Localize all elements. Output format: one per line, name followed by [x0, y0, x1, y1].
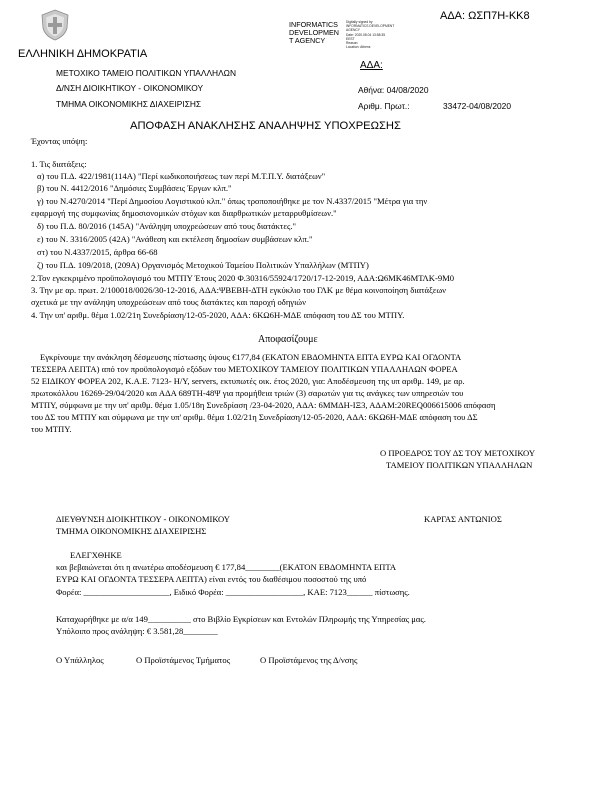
provision-item: α) του Π.Δ. 422/1981(114Α) "Περί κωδικοποιήσεως των περί Μ.Τ.Π.Υ. διατάξεων": [37, 171, 326, 181]
department-label: ΤΜΗΜΑ ΟΙΚΟΝΟΜΙΚΗΣ ΔΙΑΧΕΙΡΙΣΗΣ: [56, 99, 202, 109]
provision-item: β) του Ν. 4412/2016 "Δημόσιες Συμβάσεις Έργων κλπ.": [37, 183, 232, 193]
checked-heading: ΕΛΕΓΧΘΗΚΕ: [70, 550, 122, 560]
informatics-label: INFORMATICS DEVELOPMEN T AGENCY: [289, 20, 339, 46]
regard-item: 4. Την υπ' αριθμ. θέμα 1.02/21η Συνεδρίαση/12-05-2020, ΑΔΑ: 6ΚΩ6Η-ΜΔΕ απόφαση του ΔΣ του ΜΤΠΥ.: [31, 310, 405, 320]
protocol-value: 33472-04/08/2020: [443, 101, 511, 111]
provision-item: εφαρμογή της συμφωνίας δημοσιονομικών στόχων και διαρθρωτικών μεταρρυθμίσεων.": [31, 208, 337, 218]
republic-label: ΕΛΛΗΝΙΚΗ ΔΗΜΟΚΡΑΤΙΑ: [18, 48, 148, 60]
footer-department: ΤΜΗΜΑ ΟΙΚΟΝΟΜΙΚΗΣ ΔΙΑΧΕΙΡΙΣΗΣ: [56, 526, 207, 536]
provisions-heading: 1. Τις διατάξεις:: [31, 159, 87, 169]
decide-heading: Αποφασίζουμε: [258, 334, 318, 345]
checked-line: ΕΥΡΩ ΚΑΙ ΟΓΔΟΝΤΑ ΤΕΣΣΕΡΑ ΛΕΠΤΑ) είναι εντός του διαθέσιμου ποσοστού της υπό: [56, 574, 367, 584]
protocol-label: Αριθμ. Πρωτ.:: [358, 101, 410, 111]
greek-emblem-icon: [38, 8, 72, 42]
digital-signature-details: Digitally signed by INFORMATICS DEVELOPMENT AGENCY Date: 2020.08.04 13:58:35 EEST Reason: Location: Athens: [346, 20, 395, 50]
decision-body-line: 52 ΕΙΔΙΚΟΥ ΦΟΡΕΑ 202, Κ.Α.Ε. 7123- Η/Υ, servers, εκτυπωτές οικ. έτος 2020, για: Αποδέσμευση της υπ αριθμ. 149, με αρ.: [31, 376, 465, 386]
checked-line: και βεβαιώνεται ότι η ανωτέρω αποδέσμευση € 177,84________(ΕΚΑΤΟΝ ΕΒΔΟΜΗΝΤΑ ΕΠΤΑ: [56, 562, 397, 572]
decision-body-line: Εγκρίνουμε την ανάκληση δέσμευσης πίστωσης ύψους €177,84 (ΕΚΑΤΟΝ ΕΒΔΟΜΗΝΤΑ ΕΠΤΑ ΕΥΡΩ ΚΑΙ ΟΓΔΟΝΤΑ: [40, 352, 462, 362]
provision-item: ε) του Ν. 3316/2005 (42Α) "Ανάθεση και εκτέλεση δημοσίων συμβάσεων κλπ.": [37, 234, 313, 244]
signer-employee: Ο Υπάλληλος: [56, 655, 104, 665]
ada-label: ΑΔΑ:: [360, 60, 383, 71]
decision-body-line: ΤΕΣΣΕΡΑ ΛΕΠΤΑ) από τον προϋπολογισμό εξόδων του ΜΕΤΟΧΙΚΟΥ ΤΑΜΕΙΟΥ ΠΟΛΙΤΙΚΩΝ ΥΠΑΛΛΗΛΩΝ ΦΟΡΕΑ: [31, 364, 458, 374]
president-title: Ο ΠΡΟΕΔΡΟΣ ΤΟΥ ΔΣ ΤΟΥ ΜΕΤΟΧΙΚΟΥ: [380, 448, 536, 458]
checked-line: Φορέα: ____________________, Ειδικό Φορέα: __________________, ΚΑΕ: 7123______ πίστωσης.: [56, 587, 410, 597]
registered-line: Καταχωρήθηκε με α/α 149__________ στο Βιβλίο Εγκρίσεων και Εντολών Πληρωμής της Υπηρεσίας μας.: [56, 614, 426, 624]
footer-directorate: ΔΙΕΥΘΥΝΣΗ ΔΙΟΙΚΗΤΙΚΟΥ - ΟΙΚΟΝΟΜΙΚΟΥ: [56, 514, 230, 524]
document-title: ΑΠΟΦΑΣΗ ΑΝΑΚΛΗΣΗΣ ΑΝΑΛΗΨΗΣ ΥΠΟΧΡΕΩΣΗΣ: [130, 120, 401, 132]
directorate-label: Δ/ΝΣΗ ΔΙΟΙΚΗΤΙΚΟΥ - ΟΙΚΟΝΟΜΙΚΟΥ: [56, 83, 204, 93]
decision-body-line: του ΜΤΠΥ.: [31, 424, 72, 434]
provision-item: γ) του Ν.4270/2014 "Περί Δημοσίου Λογιστικού κλπ." όπως τροποποιήθηκε με τον Ν.4337/2015 "Μέτρα για την: [37, 196, 428, 206]
president-title: ΤΑΜΕΙΟΥ ΠΟΛΙΤΙΚΩΝ ΥΠΑΛΛΗΛΩΝ: [386, 460, 533, 470]
provision-item: στ) του Ν.4337/2015, άρθρα 66-68: [37, 247, 158, 257]
signer-head-of-directorate: Ο Προϊστάμενος της Δ/νσης: [260, 655, 358, 665]
date-label: Αθήνα: 04/08/2020: [358, 85, 429, 95]
having-regard-label: Έχοντας υπόψη:: [31, 136, 88, 146]
regard-item: σχετικά με την ανάληψη υποχρεώσεων από τους διατάκτες και παροχή οδηγιών: [31, 297, 306, 307]
regard-item: 2.Τον εγκεκριμένο προϋπολογισμό του ΜΤΠΥ Έτους 2020 Φ.30316/55924/1720/17-12-2019, ΑΔΑ:Ω6ΜΚ46ΜΤΛΚ-9Μ0: [31, 273, 455, 283]
provision-item: δ) του Π.Δ. 80/2016 (145Α) "Ανάληψη υποχρεώσεων από τους διατάκτες.": [37, 221, 297, 231]
remaining-line: Υπόλοιπο προς ανάληψη: € 3.581,28________: [56, 626, 218, 636]
fund-label: ΜΕΤΟΧΙΚΟ ΤΑΜΕΙΟ ΠΟΛΙΤΙΚΩΝ ΥΠΑΛΛΗΛΩΝ: [56, 68, 236, 78]
signatory-name: ΚΑΡΓΑΣ ΑΝΤΩΝΙΟΣ: [424, 514, 502, 524]
provision-item: ζ) του Π.Δ. 109/2018, (209Α) Οργανισμός Μετοχικού Ταμείου Πολιτικών Υπαλλήλων (ΜΤΠΥ): [37, 260, 369, 270]
signer-head-of-department: Ο Προϊστάμενος Τμήματος: [136, 655, 231, 665]
regard-item: 3. Την με αρ. πρωτ. 2/100018/0026/30-12-2016, ΑΔΑ:ΨΒΕΒΗ-ΔΤΗ εγκύκλιο του ΓΛΚ με θέμα κοινοποίηση διατάξεων: [31, 285, 447, 295]
ada-top-label: ΑΔΑ: ΩΣΠ7Η-ΚΚ8: [440, 10, 530, 22]
decision-body-line: ΜΤΠΥ, σύμφωνα με την υπ' αριθμ. θέμα 1.05/18η Συνεδρίαση /23-04-2020, ΑΔΑ: 6ΜΜΔΗ-ΙΞ3, ΑΔΑΜ:20REQ006615006 απόφαση: [31, 400, 496, 410]
decision-body-line: πρωτοκόλλου 16269-29/04/2020 και ΑΔΑ 689ΤΗ-48Ψ για προμήθεια τριών (3) σαρωτών για τις ανάγκες των υπηρεσιών του: [31, 388, 464, 398]
decision-body-line: του ΔΣ του ΜΤΠΥ και σύμφωνα με την υπ' αριθμ. θέμα 1.02/21η Συνεδρίαση/12-05-2020, ΑΔΑ: 6ΚΩ6Η-ΜΔΕ απόφαση του ΔΣ: [31, 412, 478, 422]
